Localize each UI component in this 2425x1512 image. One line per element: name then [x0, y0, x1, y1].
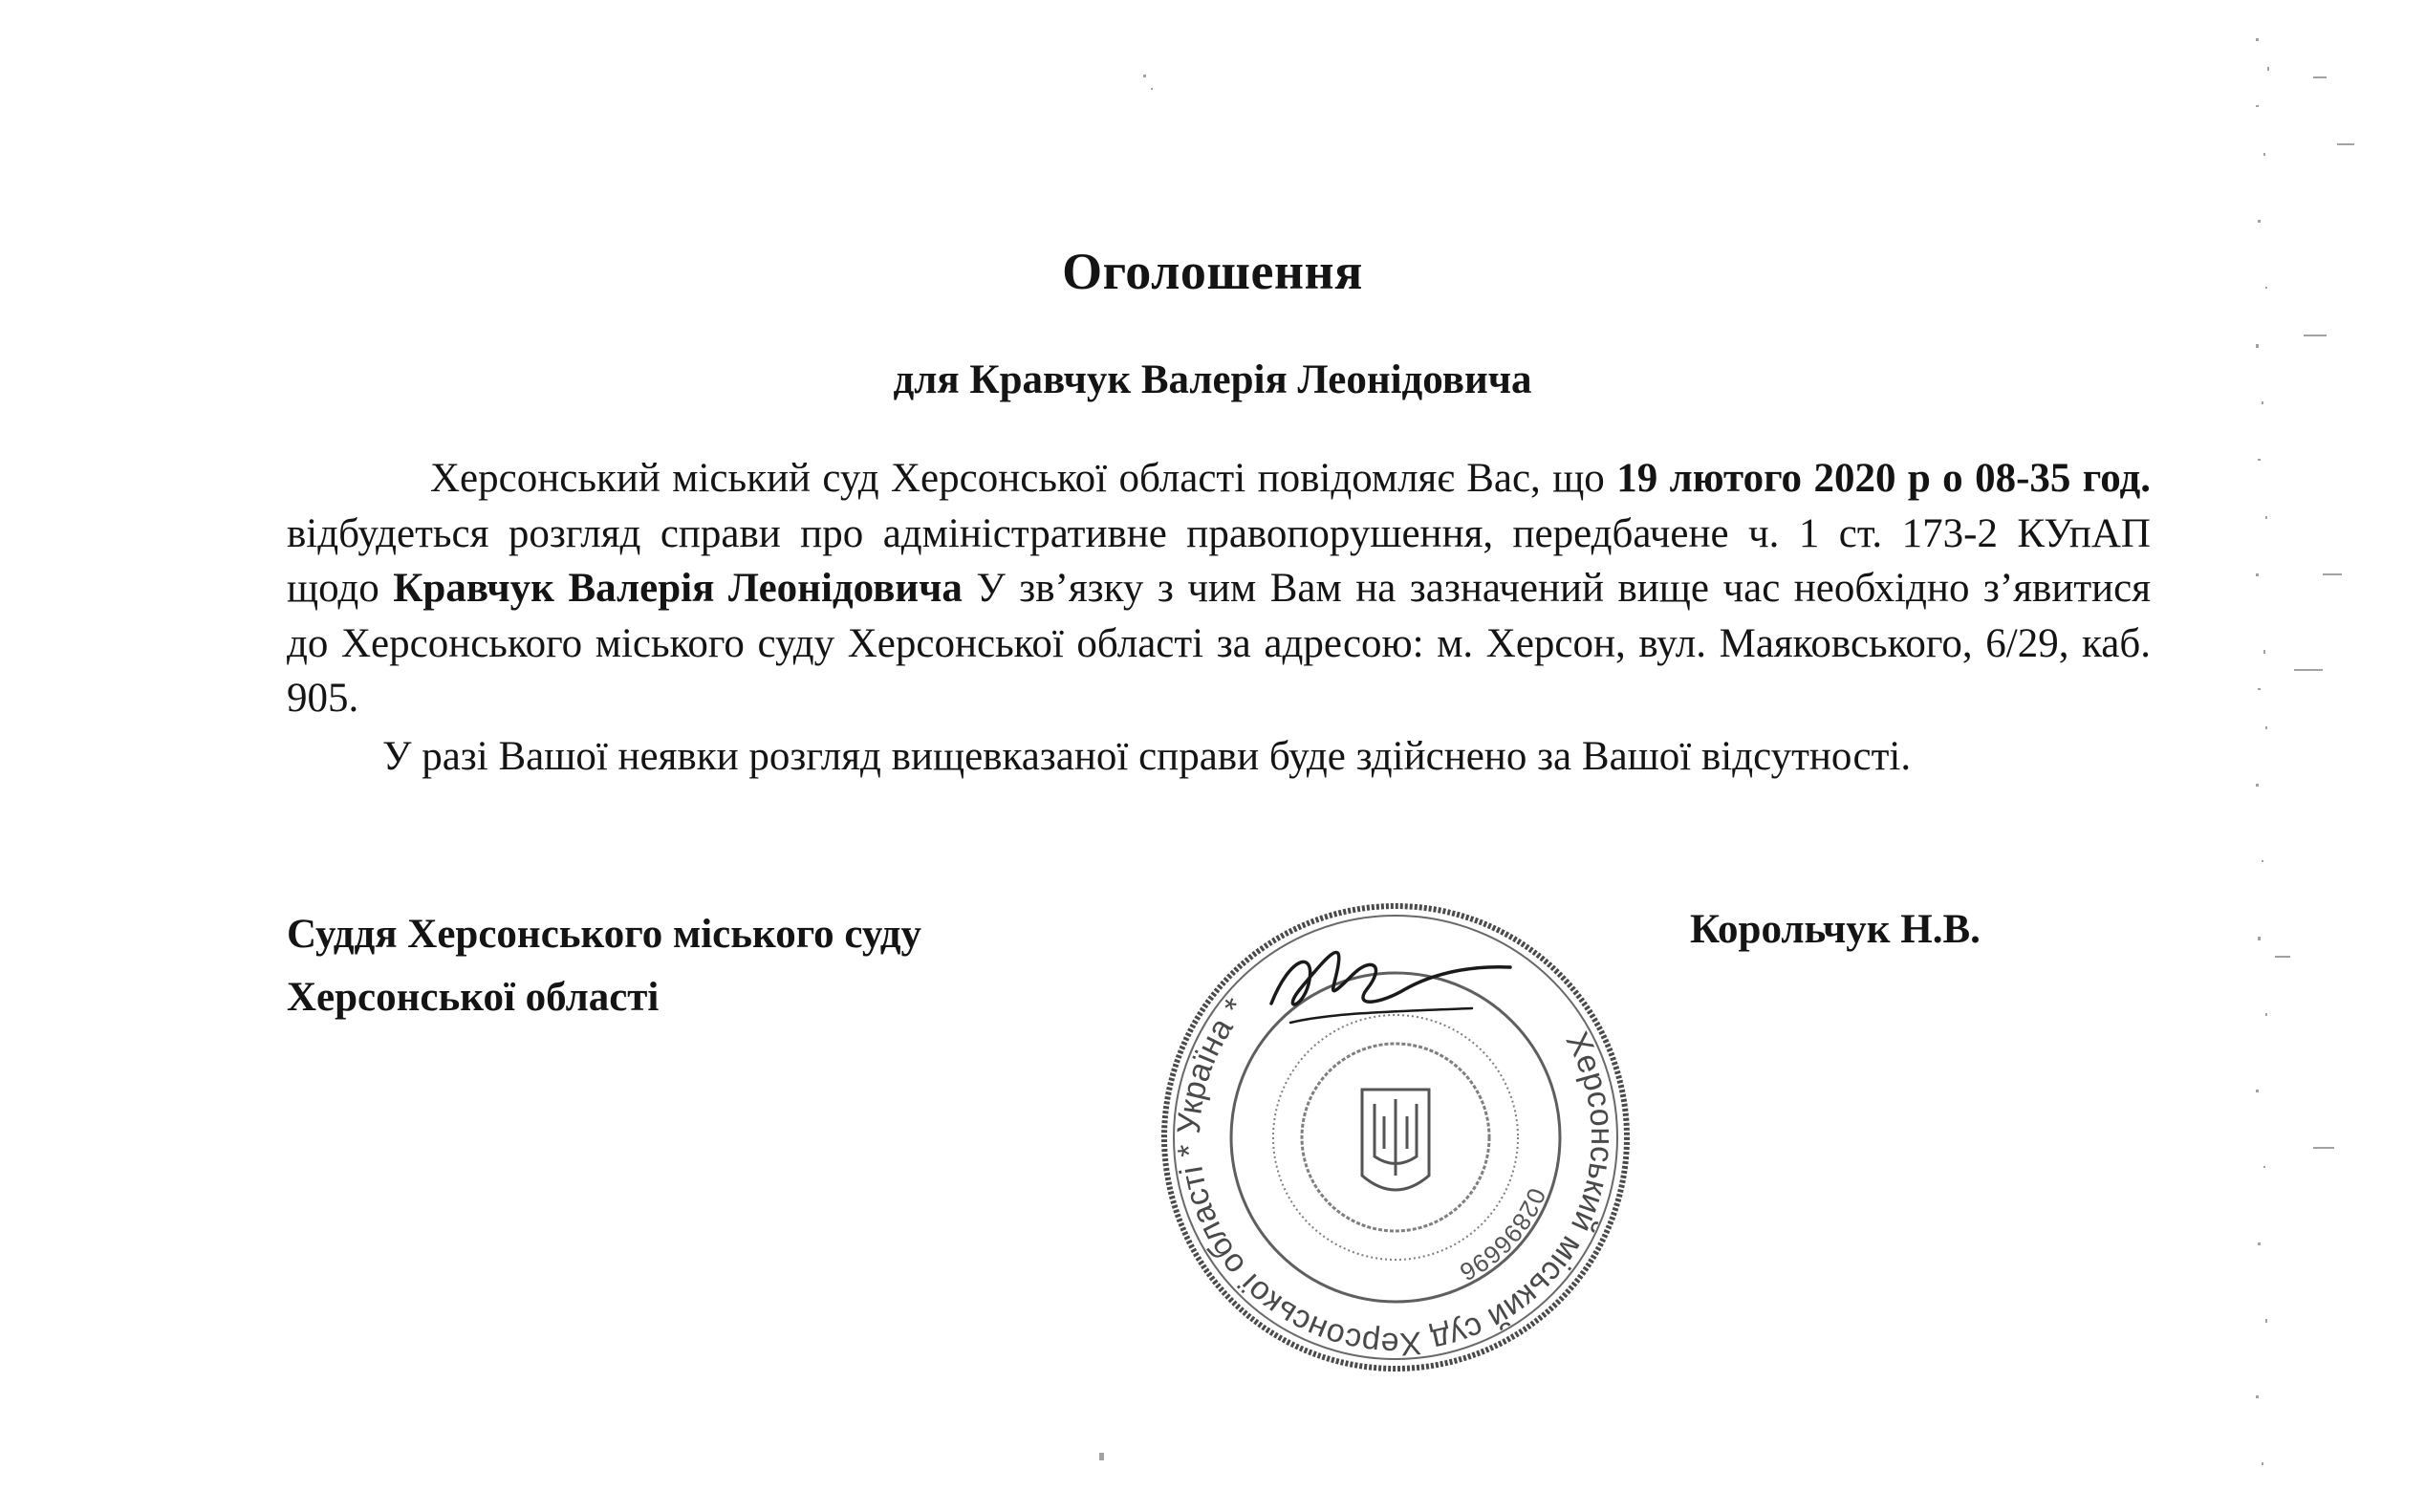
- document-title: Оголошення: [1062, 243, 1363, 300]
- notice-ending: У зв’язку з чим Вам на зазначений вище час необхідно з’явитися до Херсонського міського суду Херсонської області за адресою: м. Херсон, вул. Маяковського, 6/29, каб. 905.: [287, 566, 2152, 721]
- court-seal-icon: [1157, 898, 1635, 1376]
- document-subtitle: для Кравчук Валерія Леонідовича: [893, 357, 1532, 402]
- person-name: Кравчук Валерія Леонідовича: [393, 566, 963, 611]
- seal-code: 02896696: [1455, 1183, 1552, 1287]
- signature-position-line1: Суддя Херсонського міського суду: [287, 912, 921, 957]
- absence-paragraph: У разі Вашої неявки розгляд вищевказаної справи буде здійснено за Вашої відсутності.: [382, 733, 1912, 779]
- hearing-date-time: 19 лютого 2020 р о 08-35 год.: [1616, 456, 2152, 501]
- signature-position: [287, 903, 921, 1029]
- seal-outer-text: Херсонський міський суд Херсонської області * Україна *: [1170, 991, 1621, 1363]
- signature-name: Корольчук Н.В.: [1690, 907, 1981, 952]
- document-body: [287, 451, 2151, 789]
- notice-intro: Херсонський міський суд Херсонської області повідомляє Вас, що: [430, 456, 1617, 501]
- notice-middle: відбудеться розгляд справи про адміністративне правопорушення, передбачене ч. 1 ст. 173-2 КУпАП щодо: [287, 510, 2151, 611]
- notice-paragraph: [287, 451, 2151, 726]
- signature-position-line2: Херсонської області: [287, 975, 660, 1020]
